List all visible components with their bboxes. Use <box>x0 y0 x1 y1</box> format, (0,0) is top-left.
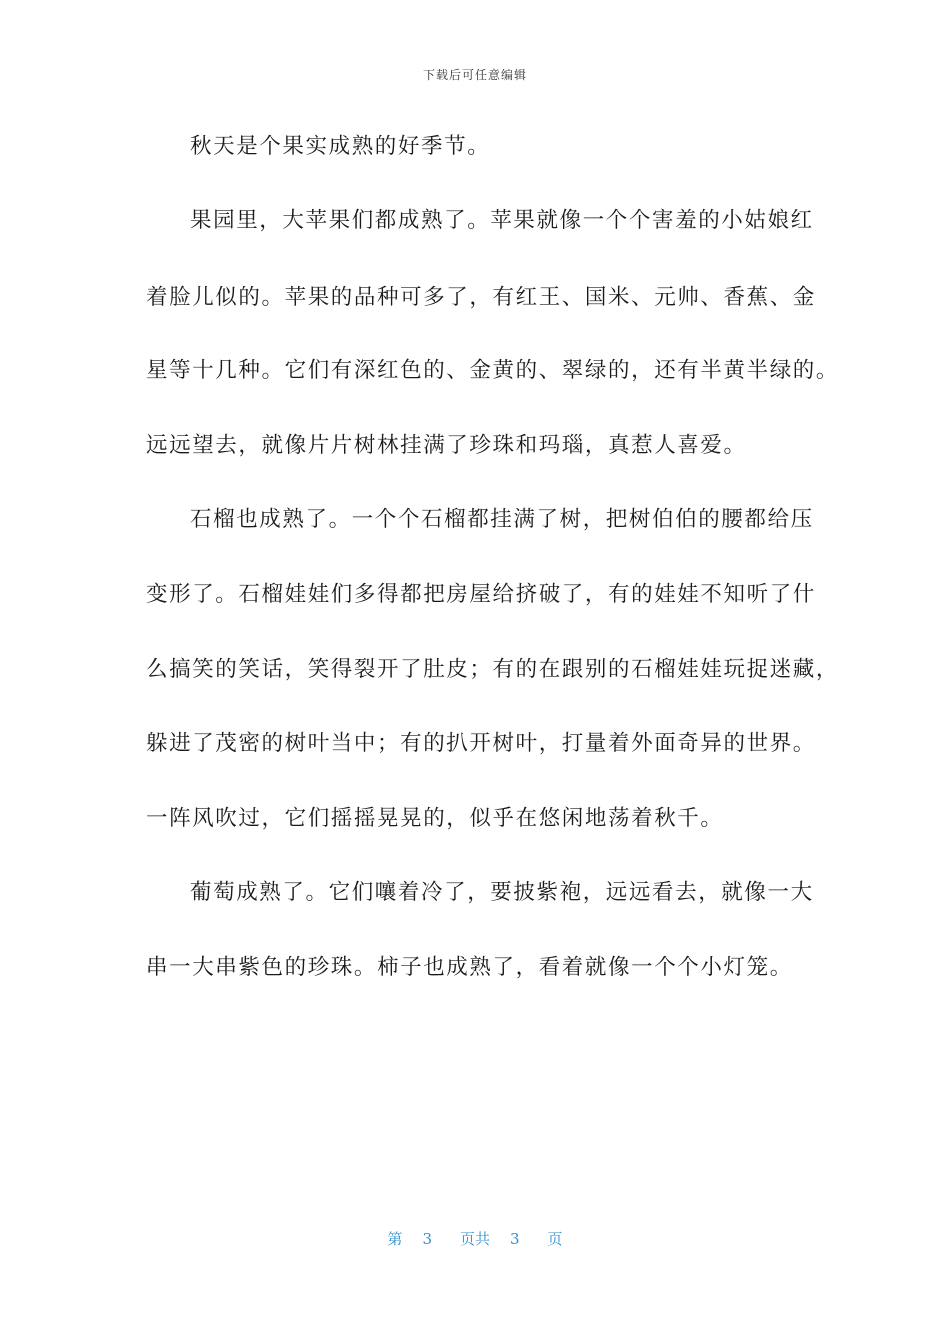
paragraph-line: 串一大串紫色的珍珠。柿子也成熟了，看着就像一个个小灯笼。 <box>146 955 793 980</box>
paragraph-line: 远远望去，就像片片树林挂满了珍珠和玛瑙，真惹人喜爱。 <box>146 433 747 458</box>
footer-middle: 页共 <box>459 1230 490 1248</box>
paragraph-line: 星等十几种。它们有深红色的、金黄的、翠绿的，还有半黄半绿的。 <box>146 358 840 383</box>
paragraph-line: 秋天是个果实成熟的好季节。 <box>190 134 491 159</box>
paragraph-line: 么搞笑的笑话，笑得裂开了肚皮；有的在跟别的石榴娃娃玩捉迷藏， <box>146 657 840 682</box>
paragraph-line: 躲进了茂密的树叶当中；有的扒开树叶，打量着外面奇异的世界。 <box>146 731 816 756</box>
paragraph-line: 果园里，大苹果们都成熟了。苹果就像一个个害羞的小姑娘红 <box>190 208 814 233</box>
footer-suffix: 页 <box>547 1230 563 1248</box>
paragraph-line: 一阵风吹过，它们摇摇晃晃的，似乎在悠闲地荡着秋千。 <box>146 806 724 831</box>
total-pages-number: 3 <box>510 1230 520 1248</box>
footer-prefix: 第 <box>387 1230 403 1248</box>
paragraph-line: 着脸儿似的。苹果的品种可多了，有红王、国米、元帅、香蕉、金 <box>146 285 816 310</box>
current-page-number: 3 <box>422 1230 432 1248</box>
paragraph-line: 变形了。石榴娃娃们多得都把房屋给挤破了，有的娃娃不知听了什 <box>146 582 816 607</box>
page-number-footer <box>0 1228 950 1249</box>
page-header-note: 下载后可任意编辑 <box>422 68 527 82</box>
paragraph-line: 葡萄成熟了。它们嚷着冷了，要披紫袍，远远看去，就像一大 <box>190 880 814 905</box>
paragraph-line: 石榴也成熟了。一个个石榴都挂满了树，把树伯伯的腰都给压 <box>190 507 814 532</box>
